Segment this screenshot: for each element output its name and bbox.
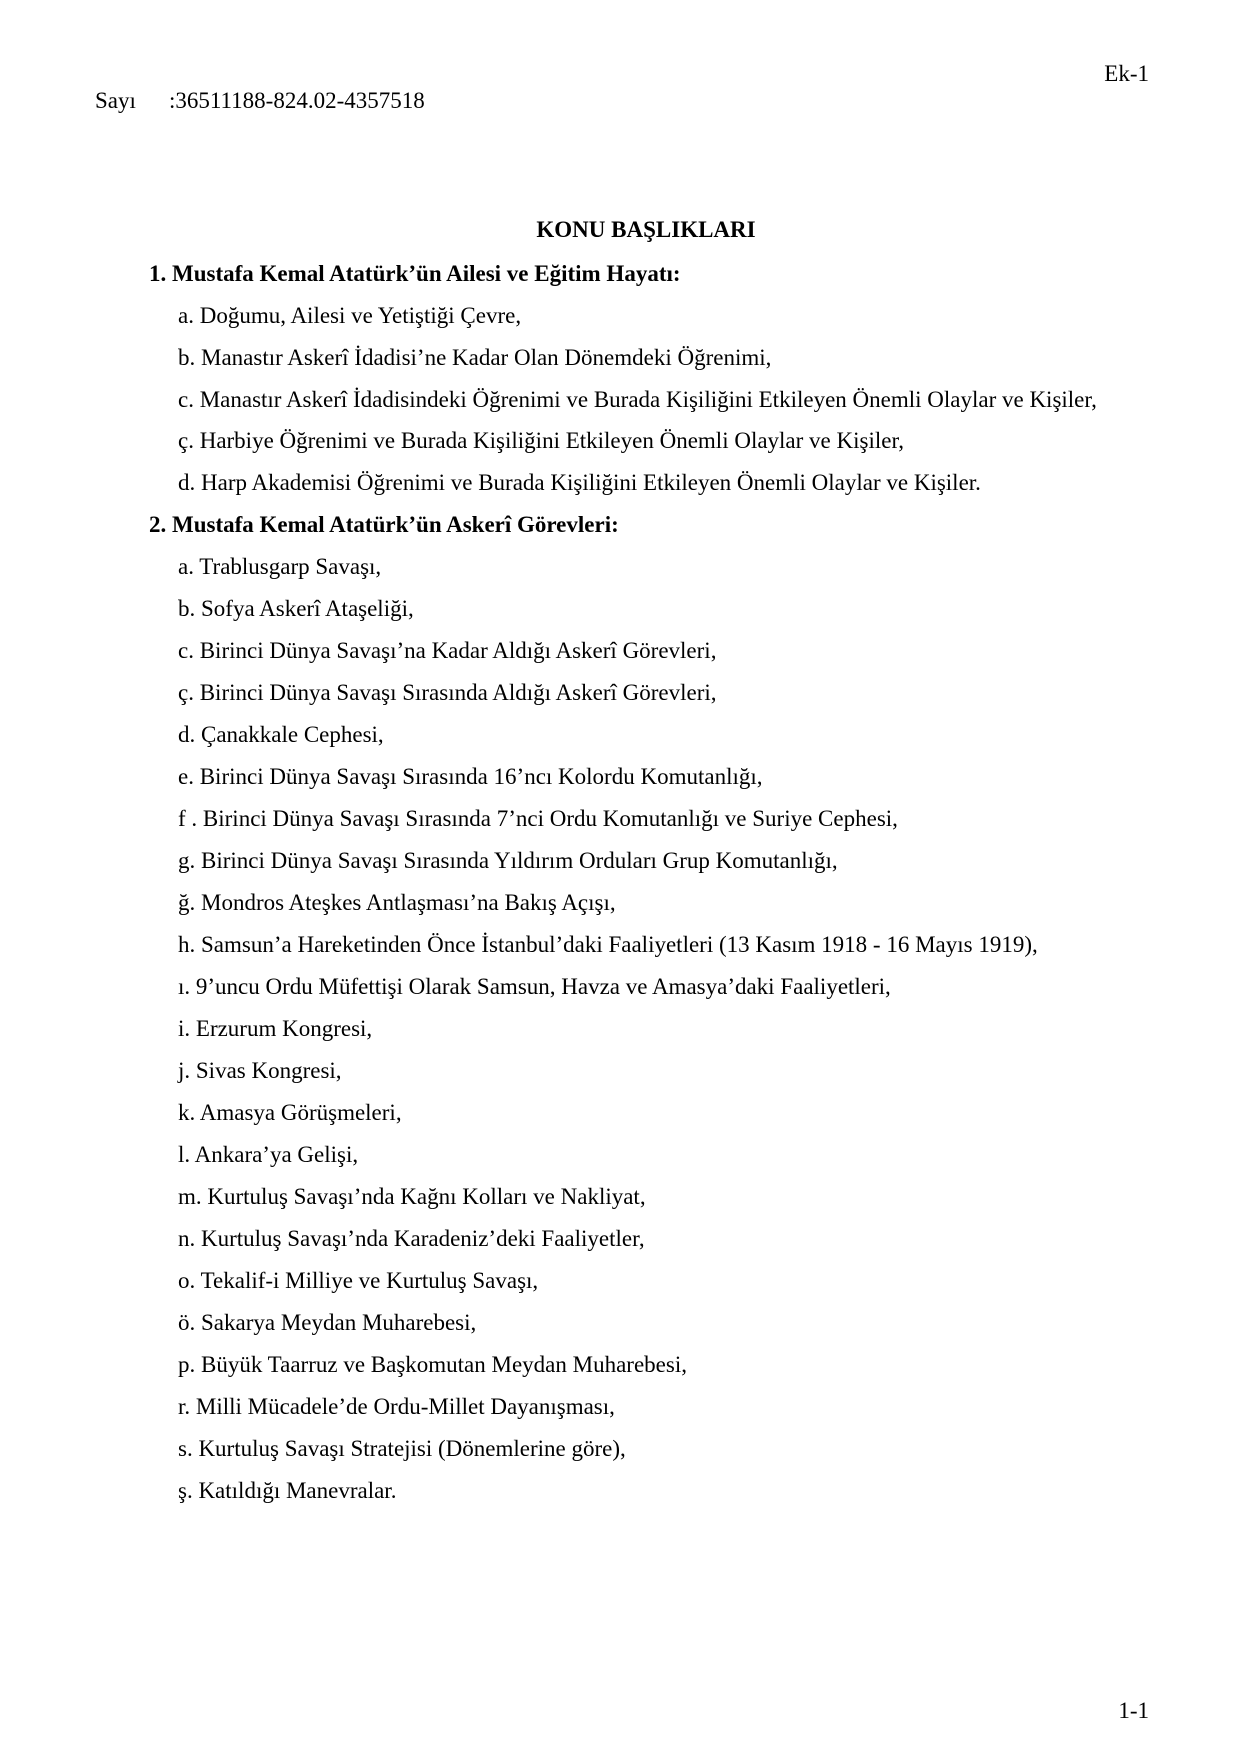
list-item: r. Milli Mücadele’de Ordu-Millet Dayanışması,: [178, 1394, 615, 1419]
list-item: k. Amasya Görüşmeleri,: [178, 1100, 402, 1125]
topic-list: [149, 259, 1155, 1518]
list-item: b. Sofya Askerî Ataşeliği,: [178, 596, 414, 621]
list-item: n. Kurtuluş Savaşı’nda Karadeniz’deki Faaliyetler,: [178, 1226, 645, 1251]
list-item: l. Ankara’ya Gelişi,: [178, 1142, 359, 1167]
section-heading: 2. Mustafa Kemal Atatürk’ün Askerî Görevleri:: [149, 512, 619, 537]
list-item: m. Kurtuluş Savaşı’nda Kağnı Kolları ve Nakliyat,: [178, 1184, 646, 1209]
list-item: ö. Sakarya Meydan Muharebesi,: [178, 1310, 477, 1335]
annex-label: Ek-1: [1104, 61, 1149, 86]
list-item: e. Birinci Dünya Savaşı Sırasında 16’ncı Kolordu Komutanlığı,: [178, 764, 763, 789]
list-item: ş. Katıldığı Manevralar.: [178, 1478, 397, 1503]
list-item: h. Samsun’a Hareketinden Önce İstanbul’daki Faaliyetleri (13 Kasım 1918 - 16 Mayıs 1919),: [178, 932, 1038, 957]
page-number: 1-1: [1118, 1698, 1149, 1723]
list-item: s. Kurtuluş Savaşı Stratejisi (Dönemlerine göre),: [178, 1436, 626, 1461]
list-item: o. Tekalif-i Milliye ve Kurtuluş Savaşı,: [178, 1268, 539, 1293]
list-item: p. Büyük Taarruz ve Başkomutan Meydan Muharebesi,: [178, 1352, 687, 1377]
list-item: g. Birinci Dünya Savaşı Sırasında Yıldırım Orduları Grup Komutanlığı,: [178, 848, 838, 873]
list-item: ı. 9’uncu Ordu Müfettişi Olarak Samsun, Havza ve Amasya’daki Faaliyetleri,: [178, 974, 891, 999]
section-heading: 1. Mustafa Kemal Atatürk’ün Ailesi ve Eğitim Hayatı:: [149, 261, 681, 286]
list-item: ç. Birinci Dünya Savaşı Sırasında Aldığı Askerî Görevleri,: [178, 680, 717, 705]
list-item: a. Trablusgarp Savaşı,: [178, 554, 382, 579]
section-1: [149, 259, 1155, 510]
section-2: [149, 510, 1155, 1518]
list-item: b. Manastır Askerî İdadisi’ne Kadar Olan Dönemdeki Öğrenimi,: [178, 345, 772, 370]
list-item: ğ. Mondros Ateşkes Antlaşması’na Bakış Açışı,: [178, 890, 616, 915]
list-item: ç. Harbiye Öğrenimi ve Burada Kişiliğini Etkileyen Önemli Olaylar ve Kişiler,: [178, 428, 904, 453]
list-item: d. Çanakkale Cephesi,: [178, 722, 384, 747]
list-item: j. Sivas Kongresi,: [178, 1058, 342, 1083]
reference-label: Sayı: [95, 88, 136, 113]
list-item: c. Manastır Askerî İdadisindeki Öğrenimi ve Burada Kişiliğini Etkileyen Önemli Olaylar ve Kişiler,: [178, 387, 1097, 412]
list-item: c. Birinci Dünya Savaşı’na Kadar Aldığı Askerî Görevleri,: [178, 638, 717, 663]
list-item: d. Harp Akademisi Öğrenimi ve Burada Kişiliğini Etkileyen Önemli Olaylar ve Kişiler.: [178, 470, 981, 495]
reference-number: :36511188-824.02-4357518: [169, 88, 425, 113]
document-reference: [95, 88, 425, 114]
list-item: i. Erzurum Kongresi,: [178, 1016, 373, 1041]
list-item: f . Birinci Dünya Savaşı Sırasında 7’nci Ordu Komutanlığı ve Suriye Cephesi,: [178, 806, 898, 831]
document-title: KONU BAŞLIKLARI: [536, 217, 756, 242]
list-item: a. Doğumu, Ailesi ve Yetiştiği Çevre,: [178, 303, 522, 328]
